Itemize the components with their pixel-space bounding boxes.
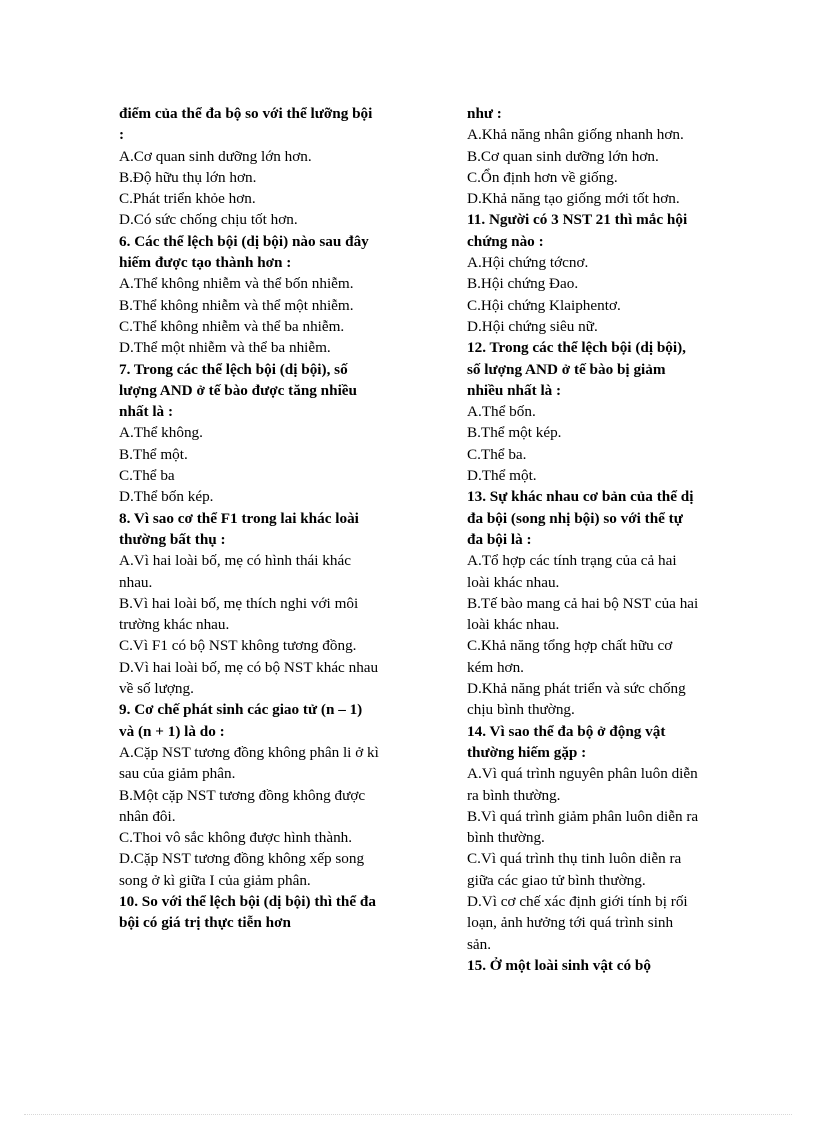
right-column xyxy=(467,103,699,976)
answer-option: D.Vì cơ chế xác định giới tính bị rối loạn, ảnh hưởng tới quá trình sinh sản. xyxy=(467,892,688,953)
answer-option: A.Thể không. xyxy=(119,424,203,442)
answer-option: C.Thể ba xyxy=(119,467,175,485)
page-bottom-divider xyxy=(24,1114,792,1115)
question-text: 13. Sự khác nhau cơ bản của thể dị đa bội (song nhị bội) so với thể tự đa bội là : xyxy=(467,488,694,548)
answer-option: C.Thể ba. xyxy=(467,445,527,463)
answer-option: D.Hội chứng siêu nữ. xyxy=(467,317,598,335)
answer-option: B.Thể một kép. xyxy=(467,424,562,442)
answer-option: D.Khả năng phát triển và sức chống chịu bình thường. xyxy=(467,680,686,719)
answer-option: B.Hội chứng Đao. xyxy=(467,275,579,293)
answer-option: B.Thể một. xyxy=(119,445,188,463)
question-text: 12. Trong các thể lệch bội (dị bội), số lượng AND ở tế bào bị giảm nhiều nhất là : xyxy=(467,339,686,399)
question-text: 15. Ở một loài sinh vật có bộ xyxy=(467,956,651,974)
question-text: 14. Vì sao thể đa bộ ở động vật thường hiếm gặp : xyxy=(467,722,666,761)
answer-option: D.Thể một nhiễm và thể ba nhiễm. xyxy=(119,339,331,357)
question-text: 9. Cơ chế phát sinh các giao tử (n – 1) và (n + 1) là do : xyxy=(119,701,363,740)
answer-option: C.Thoi vô sắc không được hình thành. xyxy=(119,829,353,847)
question-text: 11. Người có 3 NST 21 thì mắc hội chứng nào : xyxy=(467,211,688,250)
answer-option: D.Có sức chống chịu tốt hơn. xyxy=(119,211,298,229)
question-text: 8. Vì sao cơ thể F1 trong lai khác loài thường bất thụ : xyxy=(119,509,359,548)
left-column xyxy=(119,103,381,934)
answer-option: A.Hội chứng tớcnơ. xyxy=(467,254,589,272)
answer-option: B.Tế bào mang cả hai bộ NST của hai loài khác nhau. xyxy=(467,594,699,634)
answer-option: D.Thể bốn kép. xyxy=(119,488,214,506)
answer-option: D.Vì hai loài bố, mẹ có bộ NST khác nhau về số lượng. xyxy=(119,658,379,698)
answer-option: B.Vì hai loài bố, mẹ thích nghi với môi trường khác nhau. xyxy=(119,594,359,634)
answer-option: C.Vì quá trình thụ tinh luôn diễn ra giữa các giao tử bình thường. xyxy=(467,850,682,889)
question-text: như : xyxy=(467,105,502,122)
answer-option: C.Ổn định hơn về giống. xyxy=(467,168,618,186)
answer-option: B.Vì quá trình giảm phân luôn diễn ra bình thường. xyxy=(467,807,699,847)
answer-option: B.Cơ quan sinh dưỡng lớn hơn. xyxy=(467,147,659,165)
question-text: điểm của thể đa bộ so với thể lưỡng bội : xyxy=(119,105,373,144)
answer-option: A.Cơ quan sinh dưỡng lớn hơn. xyxy=(119,147,312,165)
answer-option: D.Khả năng tạo giống mới tốt hơn. xyxy=(467,190,680,208)
answer-option: C.Vì F1 có bộ NST không tương đồng. xyxy=(119,637,357,655)
answer-option: C.Thể không nhiễm và thể ba nhiễm. xyxy=(119,317,345,335)
answer-option: B.Thể không nhiễm và thể một nhiễm. xyxy=(119,296,354,314)
answer-option: A.Vì quá trình nguyên phân luôn diễn ra bình thường. xyxy=(467,765,698,804)
question-text: 10. So với thể lệch bội (dị bội) thì thể đa bội có giá trị thực tiễn hơn xyxy=(119,892,376,932)
answer-option: C.Khả năng tổng hợp chất hữu cơ kém hơn. xyxy=(467,637,673,676)
answer-option: D.Cặp NST tương đồng không xếp song song ở kì giữa I của giảm phân. xyxy=(119,850,365,889)
answer-option: A.Tổ hợp các tính trạng của cả hai loài khác nhau. xyxy=(467,552,677,591)
answer-option: C.Hội chứng Klaiphentơ. xyxy=(467,296,621,314)
answer-option: A.Thể bốn. xyxy=(467,403,536,421)
answer-option: A.Vì hai loài bố, mẹ có hình thái khác nhau. xyxy=(119,552,351,591)
answer-option: A.Khả năng nhân giống nhanh hơn. xyxy=(467,126,684,144)
answer-option: A.Cặp NST tương đồng không phân li ở kì sau của giảm phân. xyxy=(119,743,379,783)
answer-option: B.Độ hữu thụ lớn hơn. xyxy=(119,168,257,186)
question-text: 6. Các thể lệch bội (dị bội) nào sau đây hiếm được tạo thành hơn : xyxy=(119,232,369,272)
answer-option: A.Thể không nhiễm và thể bốn nhiễm. xyxy=(119,275,354,293)
answer-option: D.Thể một. xyxy=(467,467,537,485)
question-text: 7. Trong các thể lệch bội (dị bội), số lượng AND ở tế bào được tăng nhiều nhất là : xyxy=(119,360,357,421)
answer-option: B.Một cặp NST tương đồng không được nhân đôi. xyxy=(119,786,366,825)
answer-option: C.Phát triển khỏe hơn. xyxy=(119,190,256,208)
